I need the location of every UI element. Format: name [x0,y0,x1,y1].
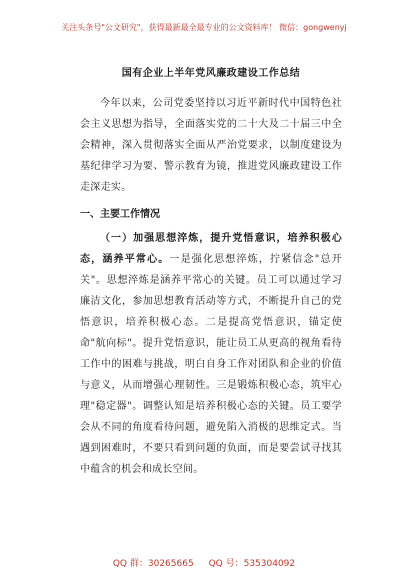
document-title: 国有企业上半年党风廉政建设工作总结 [121,68,301,79]
footer-qq-group: QQ 群：30265665 [112,559,194,569]
document-page [80,64,342,480]
intro-paragraph: 今年以来，公司党委坚持以习近平新时代中国特色社会主义思想为指导，全面落实党的二十大及二十届三中全会精神，深入贯彻落实全面从严治党要求，以制度建设为基纪律学习为要、警示教育为镜，推进党风廉政建设工作走深走实。 [80,98,342,193]
footer-contact [0,556,408,569]
subsection-heading: （一）加强思想淬炼，提升党悟意识，培养积极心态，涵养平常心。 [80,233,342,265]
footer-qq-number: QQ 号：535304092 [208,559,296,569]
subsection-body: 一是强化思想淬炼，拧紧信念"总开关"。思想淬炼是涵养平常心的关键。员工可以通过学习廉洁文化，参加思想教育活动等方式，不断提升自己的党悟意识，培养积极心态。二是提高党悟意识，锚定使命"航向标"。提升党悟意识，能让员工从更高的视角看待工作中的困难与挑战，明白自身工作对团队和企业的价值与意义，从而增强心理韧性。三是锻炼积极心态，筑牢心理"稳定器"。调整认知是培养积极心态的关键。员工要学会从不同的角度看待问题，避免陷入消极的思维定式。当遇到困难时，不要只看到问题的负面，而是要尝试寻找其中蕴含的机会和成长空间。 [80,254,342,475]
header-promo-banner: 关注头条号"公文研究"，获得最新最全最专业的公文资料库！ 微信：gongwenyj [61,23,347,32]
subsection-paragraph [80,228,342,480]
section-heading-main-work: 一、主要工作情况 [80,209,160,220]
